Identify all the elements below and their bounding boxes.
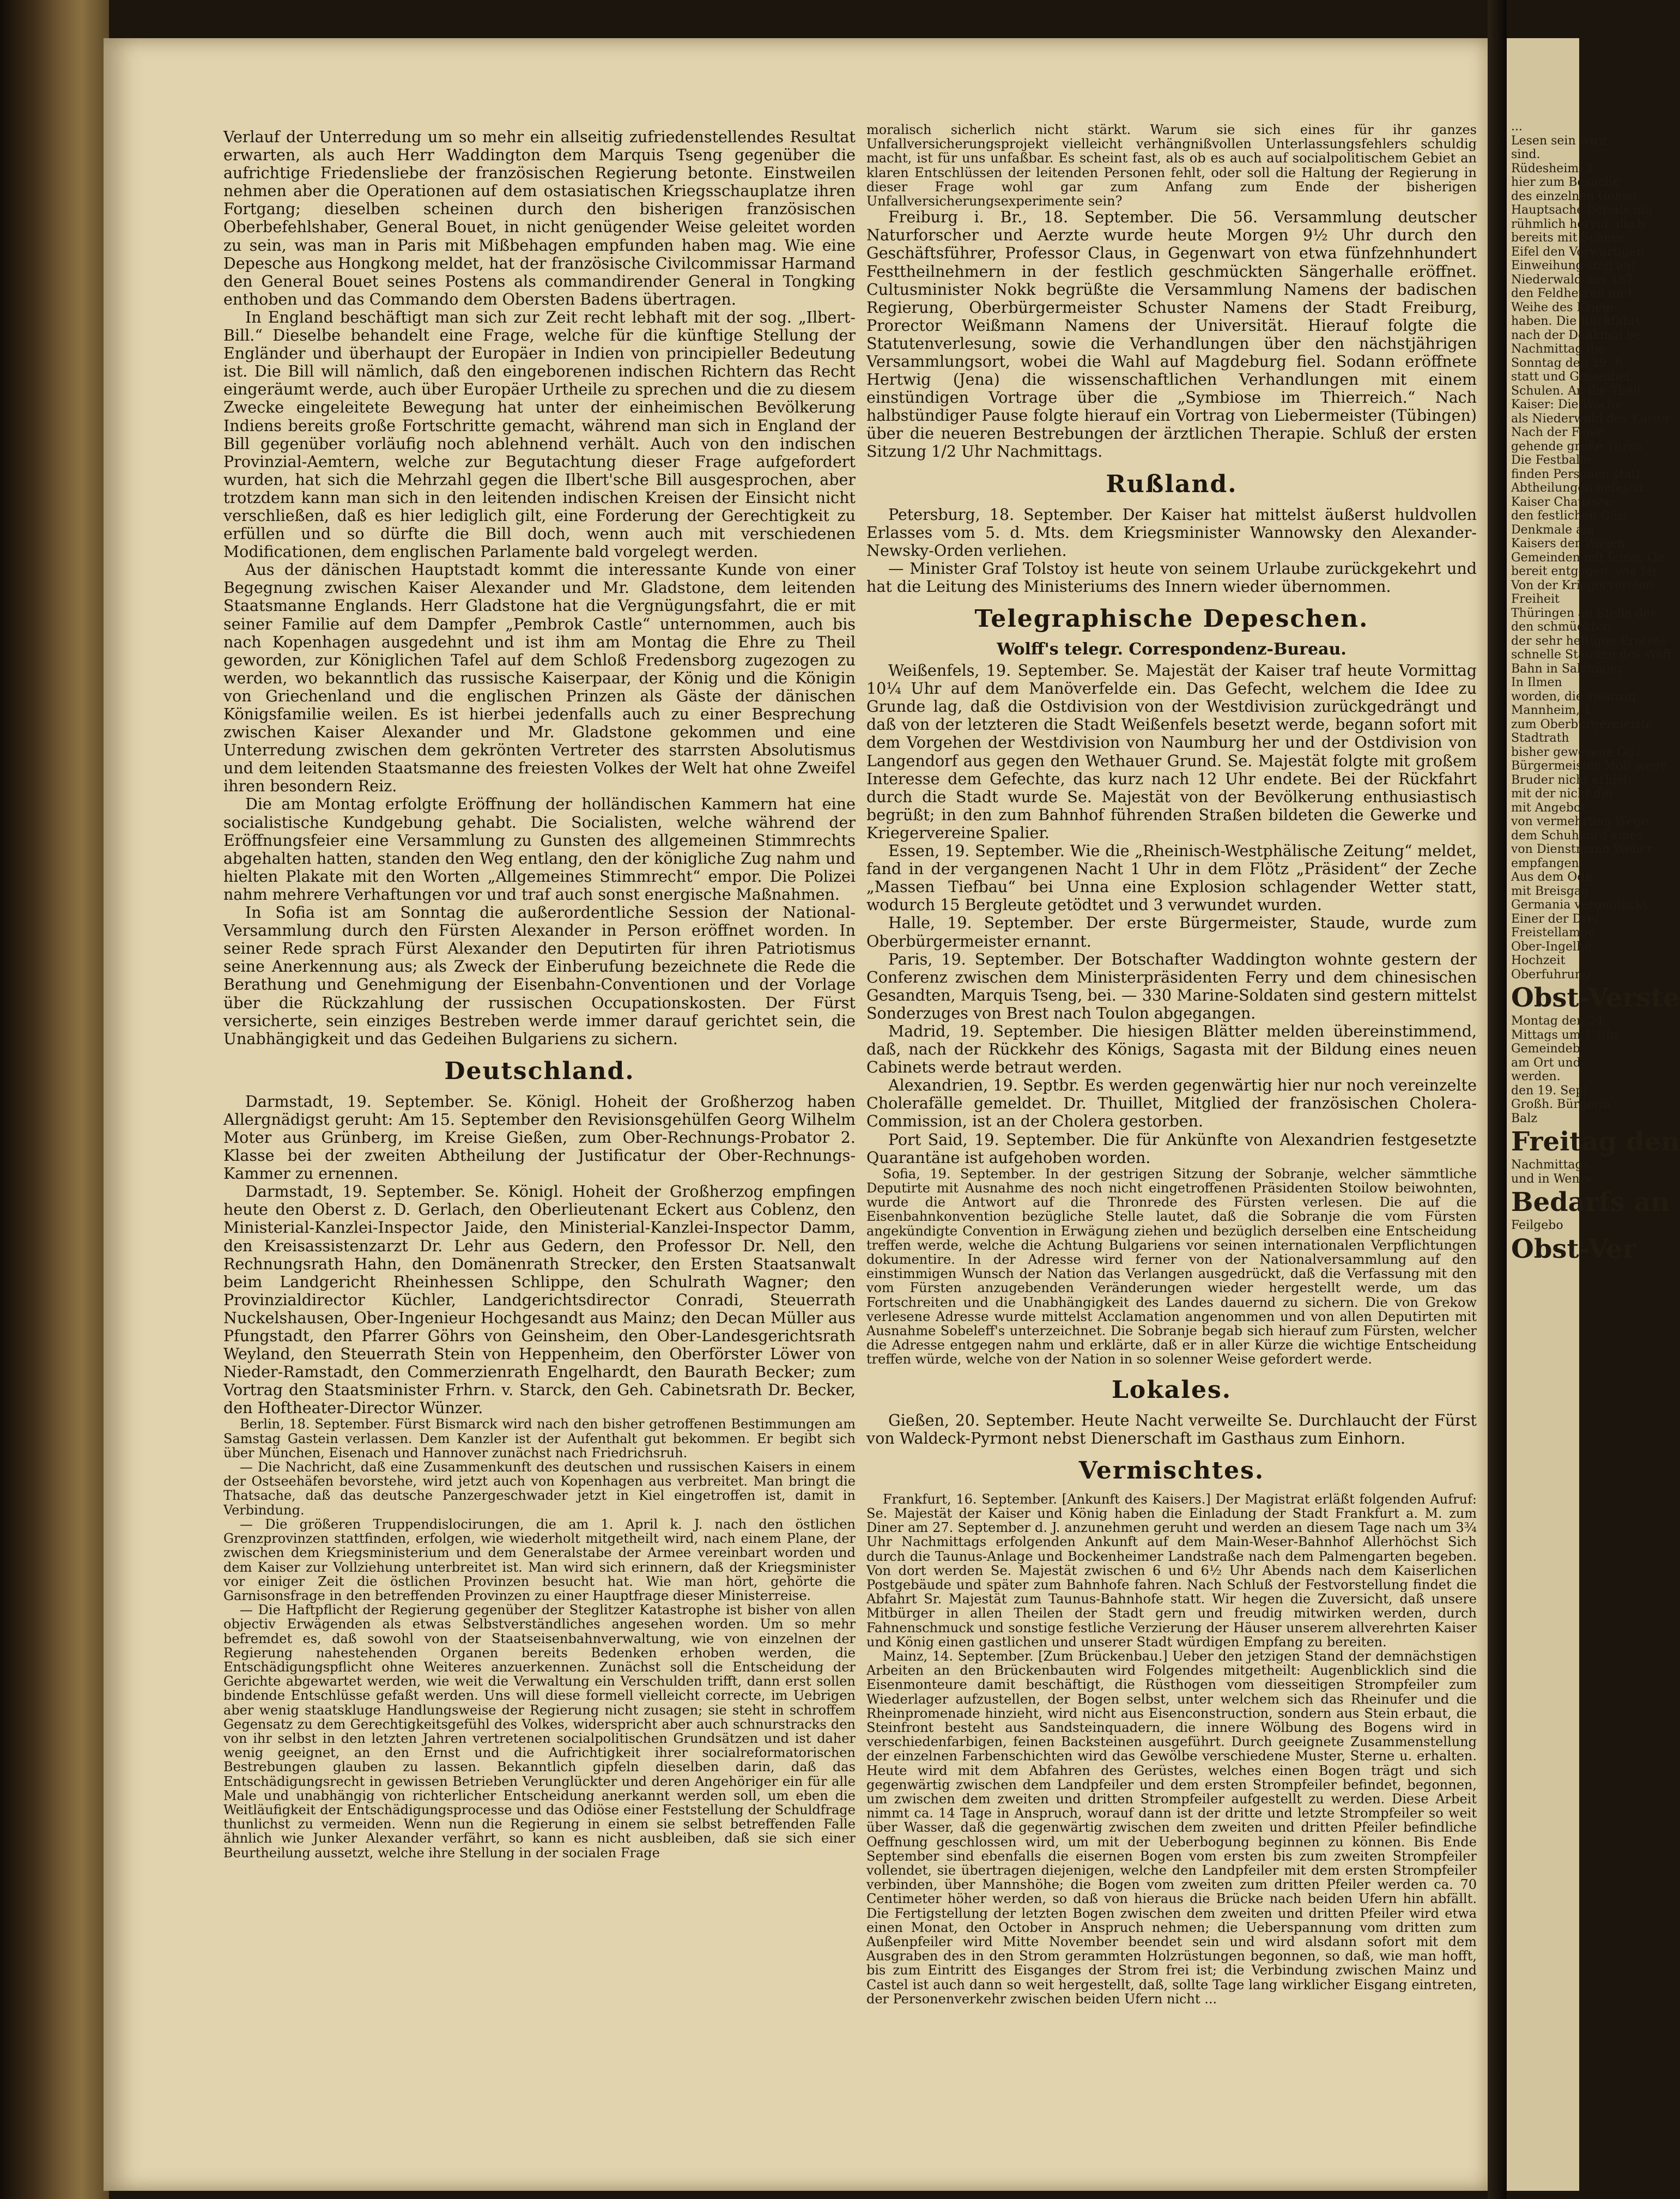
adjacent-page-line: Bruder nicht erhielt, xyxy=(1511,773,1636,787)
adjacent-page-line: In Ilmen xyxy=(1511,676,1562,689)
section-title-deutschland: Deutschland. xyxy=(444,1057,635,1085)
adjacent-page-line: der sehr heftigen Erntefe xyxy=(1511,634,1666,648)
telegram-item-small: Sofia, 19. September. In der gestrigen Sitzung der Sobranje, welcher sämmtliche Deputirte mit Ausnahme des noch nicht eingetroffenen Präsidenten Stoilow beiwohnten, wurde die Antwort auf die Thronrede des Fürsten verlesen. Die auf die Eisenbahnkonvention bezügliche Stelle lautet, daß die Sobranje die vom Fürsten angekündigte Convention in Erwägung ziehen und bezüglich derselben eine Entscheidung treffen werde, welche die Achtung Bulgariens vor seinen internationalen Verpflichtungen dokumentire. In der Adresse wird ferner von der Nationalversammlung auf den einstimmigen Wunsch der Nation das Verlangen ausgedrückt, daß die Verfassung mit den vom Fürsten anzugebenden Veränderungen wieder hergestellt werde, um das Fortschreiten und die Unabhängigkeit des Landes dauernd zu sichern. Die von Grekow verlesene Adresse wurde mittelst Acclamation angenommen und von allen Deputirten mit Ausnahme Sobeleff's unterzeichnet. Die Sobranje begab sich hierauf zum Fürsten, welcher die Adresse entgegen nahm und erklärte, daß er in aller Kürze die wichtige Entscheidung treffen würde, welche von der Nation in so solenner Weise gefordert werde. xyxy=(866,1166,1477,1367)
adjacent-page-line: sind. xyxy=(1511,148,1540,161)
adjacent-page-line: mit Angebot xyxy=(1511,801,1586,815)
adjacent-page-line: Eifel den Vorwärtigen xyxy=(1511,245,1644,259)
adjacent-page-line: und in Wenze xyxy=(1511,1172,1593,1186)
adjacent-page-line: Montag den 24 xyxy=(1511,1014,1604,1028)
adjacent-page-line: Niederwald aus 187 xyxy=(1511,272,1634,287)
news-item: Darmstadt, 19. September. Se. Königl. Hoheit der Großherzog empfingen heute den Oberst z. D. Gerlach, den Oberlieutenant Eckert aus Coblenz, den Ministerial-Kanzlei-Inspector Jaide, den Ministerial-Kanzlei-Inspector Damm, den Kreisassistenzarzt Dr. Lehr aus Gedern, den Professor Dr. Nell, den Rechnungsrath Hahn, den Domänenrath Strecker, den Ersten Staatsanwalt beim Landgericht Rheinhessen Schlippe, den Schulrath Wagner; den Provinzialdirector Küchler, Landgerichtsdirector Conradi, Steuerrath Nuckelshausen, Ober-Ingenieur Hochgesandt aus Mainz; den Decan Müller aus Pfungstadt, den Pfarrer Göhrs von Geinsheim, den Ober-Landesgerichtsrath Weyland, den Steuerrath Stein von Heppenheim, den Oberförster Löwer von Nieder-Ramstadt, den Commerzienrath Engelhardt, den Baurath Becker; zum Vortrag den Staatsminister Frhrn. v. Starck, den Geh. Cabinetsrath Dr. Becker, den Hoftheater-Director Wünzer. xyxy=(223,1183,856,1417)
adjacent-page-line: Mannheim, 1 xyxy=(1511,704,1592,717)
adjacent-page-line: den festlichen Gäst xyxy=(1511,509,1629,523)
adjacent-page-line: Weihe des Kriege xyxy=(1511,300,1617,314)
adjacent-page-line: haben. Die Rückfahrt xyxy=(1511,314,1641,328)
article-paragraph: Verlauf der Unterredung um so mehr ein allseitig zufriedenstellendes Resultat erwarten, als auch Herr Waddington dem Marquis Tseng gegenüber die aufrichtige Friedensliebe der französischen Regierung betonte. Einstweilen nehmen aber die Operationen auf dem ostasiatischen Kriegsschauplatze ihren Fortgang; dieselben scheinen durch den bisherigen französischen Oberbefehlshaber, General Bouet, in nicht genügender Weise geleitet worden zu sein, was man in Paris mit Mißbehagen empfunden haben mag. Wie eine Depesche aus Hongkong meldet, hat der französische Civilcommissar Harmand den General Bouet seines Postens als commandirender General in Tongking enthoben und das Commando dem Obersten Badens übertragen. xyxy=(223,128,856,308)
telegram-item: Port Said, 19. September. Die für Ankünfte von Alexandrien festgesetzte Quarantäne ist aufgehoben worden. xyxy=(866,1130,1477,1167)
adjacent-page-line: Gemeinden mit feiner Ga xyxy=(1511,550,1665,565)
news-item: Petersburg, 18. September. Der Kaiser hat mittelst äußerst huldvollen Erlasses vom 5. d. Mts. dem Kriegsminister Wannowsky den Alexander-Newsky-Orden verliehen. xyxy=(866,505,1477,560)
news-item-small: Berlin, 18. September. Fürst Bismarck wird nach den bisher getroffenen Bestimmungen am Samstag Gastein verlassen. Dem Kanzler ist der Aufenthalt gut bekommen. Er begibt sich über München, Eisenach und Hannover zunächst nach Friedrichsruh. xyxy=(223,1416,856,1461)
adjacent-page-line: Thüringen an Stelle der xyxy=(1511,606,1656,620)
news-item-small: — Die Nachricht, daß eine Zusammenkunft des deutschen und russischen Kaisers in einem der Ostseehäfen bevorstehe, wird jetzt auch von Kopenhagen aus verbreitet. Man bringt die Thatsache, daß das deutsche Panzergeschwader jetzt in Kiel eingetroffen ist, damit in Verbindung. xyxy=(223,1459,856,1518)
section-title-telegrams: Telegraphische Depeschen. xyxy=(974,605,1369,633)
adjacent-page-line: Bedarfs an xyxy=(1511,1187,1670,1217)
adjacent-page-line: Kaiser Chaussee xyxy=(1511,495,1612,509)
adjacent-page-line: schnelle Stauung des Waff xyxy=(1511,648,1672,662)
adjacent-page-line: Einweihung sind auf xyxy=(1511,259,1636,272)
article-paragraph: Aus der dänischen Hauptstadt kommt die interessante Kunde von einer Begegnung zwischen Kaiser Alexander und Mr. Gladstone, dem leitenden Staatsmanne Englands. Herr Gladstone hat die Vergnügungsfahrt, die er mit seiner Familie auf dem Dampfer „Pembrok Castle“ unternommen, auch bis nach Kopenhagen ausgedehnt und ist ihm am Montag die Ehre zu Theil geworden, zur Königlichen Tafel auf dem Schloß Fredensborg zugezogen zu werden, wo bekanntlich das russische Kaiserpaar, der König und die Königin von Griechenland und die englischen Prinzen als Gäste der dänischen Königsfamilie weilen. Es ist hierbei jedenfalls auch zu einer Besprechung zwischen Kaiser Alexander und Mr. Gladstone gekommen und eine Unterredung zwischen dem gekrönten Vertreter des starrsten Absolutismus und dem leitenden Staatsmanne des freiesten Volkes der Welt hat ohne Zweifel ihren besondern Reiz. xyxy=(223,561,856,796)
adjacent-page-line: Freiheit xyxy=(1511,592,1560,606)
adjacent-page-line: Ober-Ingelhe xyxy=(1511,940,1592,954)
adjacent-page-line: Germania verunglückt xyxy=(1511,898,1648,912)
local-item: Gießen, 20. September. Heute Nacht verweilte Se. Durchlaucht der Fürst von Waldeck-Pyrmont nebst Dienerschaft im Gasthaus zum Einhorn. xyxy=(866,1411,1477,1447)
adjacent-page-line: Schulen. An die Theil xyxy=(1511,384,1641,398)
adjacent-page-line: am Ort und xyxy=(1511,1056,1581,1070)
adjacent-page-line: Mittags um 1 Uhr xyxy=(1511,1028,1620,1042)
adjacent-page-line: Abtheilungen gefeiert xyxy=(1511,481,1645,495)
adjacent-page-line: Aus dem Ode xyxy=(1511,870,1592,884)
left-column xyxy=(223,128,856,2155)
adjacent-page-line: Gemeindeb xyxy=(1511,1042,1580,1056)
telegram-item: Essen, 19. September. Wie die „Rheinisch-Westphälische Zeitung“ meldet, fand in der vergangenen Nacht 1 Uhr in dem Flötz „Präsident“ der Zeche „Massen Tiefbau“ bei Unna eine Explosion schlagender Wetter statt, wodurch 15 Bergleute getödtet und 3 verwundet wurden. xyxy=(866,842,1477,914)
section-title-russland: Rußland. xyxy=(1106,470,1238,498)
adjacent-page-line: Denkmale am xyxy=(1511,523,1595,537)
telegram-item: Weißenfels, 19. September. Se. Majestät der Kaiser traf heute Vormittag 10¼ Uhr auf dem Manöverfelde ein. Das Gefecht, welchem die Idee zu Grunde lag, daß die Ostdivision von der Westdivision zurückgedrängt und daß von der letzteren die Stadt Weißenfels besetzt werde, begann sofort mit dem Vorgehen der Westdivision von Naumburg her und der Ostdivision von Langendorf aus gegen den Wethauer Grund. Se. Majestät folgte mit großem Interesse dem Gefechte, das kurz nach 12 Uhr endete. Bei der Rückfahrt durch die Stadt wurde Se. Majestät von der Bevölkerung enthusiastisch begrüßt; in den zum Bahnhof führenden Straßen bildeten die Gewerke und Kriegervereine Spalier. xyxy=(866,662,1477,842)
adjacent-page-line: Oberfuhrung xyxy=(1511,967,1591,982)
adjacent-page-line: Stadtrath xyxy=(1511,731,1569,745)
adjacent-page-line: Kaisers der Wagen xyxy=(1511,537,1626,550)
adjacent-page-line: von Dienstmann Weber xyxy=(1511,843,1653,856)
adjacent-page-line: hier zum Besuche xyxy=(1511,175,1620,189)
adjacent-page-line: zum Oberbürgermeiste xyxy=(1511,717,1653,731)
adjacent-page-line: finden Personen statt xyxy=(1511,467,1641,481)
article-paragraph: In England beschäftigt man sich zur Zeit recht lebhaft mit der sog. „Ilbert-Bill.“ Dieselbe behandelt eine Frage, welche für die künftige Stellung der Engländer und überhaupt der Europäer in Indien von principieller Bedeutung ist. Die Bill will nämlich, daß den eingeborenen indischen Richtern das Recht eingeräumt werde, auch über Europäer Urtheile zu sprechen und die zu diesem Zwecke eingeleitete Bewegung hat unter der einheimischen Bevölkerung Indiens bereits große Fortschritte gemacht, während man sich in England der Bill gegenüber vorläufig noch ablehnend verhält. Auch von den indischen Provinzial-Aemtern, welche zur Begutachtung dieser Frage aufgefordert wurden, hat sich die Mehrzahl gegen die Ilbert'sche Bill ausgesprochen, aber trotzdem kann man sich in den leitenden indischen Kreisen der Einsicht nicht verschließen, daß es hier lediglich gilt, eine Forderung der Gerechtigkeit zu erfüllen und so dürfte die Bill doch, wenn auch mit verschiedenen Modificationen, dem englischen Parlamente bald vorgelegt werden. xyxy=(223,308,856,561)
adjacent-page-line: Obst-Verste xyxy=(1511,983,1680,1013)
adjacent-page-line: Obst-Ver xyxy=(1511,1233,1636,1264)
book-gutter xyxy=(1488,0,1507,2199)
section-title-lokales: Lokales. xyxy=(1111,1376,1232,1404)
adjacent-page-line: nach der Denkmal be xyxy=(1511,328,1641,342)
adjacent-page-line: als Niederwald des Kaiser xyxy=(1511,411,1671,426)
adjacent-page-line: mit der nicht die xyxy=(1511,787,1613,801)
adjacent-page-line: Nachmittags xyxy=(1511,1158,1589,1172)
adjacent-page-line: rühmlich hervor, doch xyxy=(1511,217,1646,231)
adjacent-page-line: Nachmittag die xyxy=(1511,342,1605,356)
adjacent-page-line: den 19. Sept xyxy=(1511,1083,1588,1098)
adjacent-page-line: Die Festballe xyxy=(1511,453,1591,467)
book-spine xyxy=(0,0,109,2199)
adjacent-page-line: Lesen sein wird, xyxy=(1511,134,1611,148)
adjacent-page-line: von vermehrtem Wege xyxy=(1511,815,1649,828)
adjacent-page-line: den Feldherren und xyxy=(1511,287,1632,300)
adjacent-page-line: Nach der Feier xyxy=(1511,426,1603,439)
adjacent-page-line: Freistellampe xyxy=(1511,926,1596,940)
adjacent-page-line: mit Breisgau xyxy=(1511,884,1590,898)
telegram-item: Alexandrien, 19. Septbr. Es werden gegenwärtig hier nur noch vereinzelte Cholerafälle gemeldet. Dr. Thuillet, Mitglied der französischen Cholera-Commission, ist an der Cholera gestorben. xyxy=(866,1076,1477,1131)
article-paragraph: In Sofia ist am Sonntag die außerordentliche Session der National-Versammlung durch den Fürsten Alexander in Person eröffnet worden. In seiner Rede sprach Fürst Alexander den Deputirten für ihren Patriotismus seine Anerkennung aus; als Zweck der Einberufung bezeichnete die Rede die Berathung und Genehmigung der Eisenbahn-Conventionen und der Vorlage über die Rückzahlung der russischen Occupationskosten. Der Fürst versicherte, sein einziges Bestreben werde immer darauf gerichtet sein, die Unabhängigkeit und das Gedeihen Bulgariens zu sichern. xyxy=(223,904,856,1048)
continued-article: moralisch sicherlich nicht stärkt. Warum sie sich eines für ihr ganzes Unfallversicherungsprojekt vielleicht verhängnißvollen Unterlassungsfehlers schuldig macht, ist für uns unfaßbar. Es scheint fast, als ob es auch auf socialpolitischem Gebiet an klaren Entschlüssen der leitenden Personen fehlt, oder soll die Haltung der Regierung in dieser Frage wohl gar zum Anfang zum Ende der bisherigen Unfallversicherungsexperimente sein? xyxy=(866,122,1477,209)
telegram-item: Halle, 19. September. Der erste Bürgermeister, Staude, wurde zum Oberbürgermeister ernannt. xyxy=(866,914,1477,950)
adjacent-page-line: Kaiser: Die Wache xyxy=(1511,398,1622,411)
adjacent-page-line: Hochzeit xyxy=(1511,954,1566,967)
adjacent-page-line: Bürgermeister Moll wege xyxy=(1511,759,1667,773)
news-item: Darmstadt, 19. September. Se. Königl. Hoheit der Großherzog haben Allergnädigst geruht: Am 15. September den Revisionsgehülfen Georg Wilhelm Moter aus Grünberg, im Kreise Gießen, zum Ober-Rechnungs-Probator 2. Klasse bei der zweiten Abtheilung der Justificatur der Ober-Rechnungs-Kammer zu ernennen. xyxy=(223,1092,856,1183)
telegram-item: Madrid, 19. September. Die hiesigen Blätter melden übereinstimmend, daß, nach der Rückkehr des Königs, Sagasta mit der Bildung eines neuen Cabinets werde betraut werden. xyxy=(866,1022,1477,1077)
adjacent-page-line: den schmückten xyxy=(1511,620,1611,634)
article-paragraph: Die am Montag erfolgte Eröffnung der holländischen Kammern hat eine socialistische Kundgebung gehabt. Die Socialisten, welche während der Eröffnungsfeier eine Versammlung zu Gunsten des allgemeinen Stimmrechts abgehalten hatten, standen den Weg entlang, den der königliche Zug nahm und hielten Plakate mit den Worten „Allgemeines Stimmrecht“ empor. Die Polizei nahm mehrere Verhaftungen vor und traf auch sonst energische Maßnahmen. xyxy=(223,795,856,904)
adjacent-page-line: Von der Kriegervereine xyxy=(1511,578,1653,592)
adjacent-page-line: bisher gewesene Gg. xyxy=(1511,745,1639,759)
adjacent-page-line: werden. xyxy=(1511,1070,1561,1083)
adjacent-page-line: Hauptsache bereits am xyxy=(1511,203,1653,217)
middle-column xyxy=(866,123,1477,2150)
news-item: — Minister Graf Tolstoy ist heute von seinem Urlaube zurückgekehrt und hat die Leitung des Ministeriums des Innern wieder übernommen. xyxy=(866,559,1477,596)
adjacent-page-line: bereits mit Schnee xyxy=(1511,231,1626,245)
adjacent-page-fragment xyxy=(1507,38,1680,2191)
news-item-small: — Die Haftpflicht der Regierung gegenüber der Steglitzer Katastrophe ist bisher von allen objectiv Erwägenden als etwas Selbstverständliches angesehen worden. Um so mehr befremdet es, daß sowohl von der Staatseisenbahnverwaltung, wie von einzelnen der Regierung nahestehenden Organen bereits Bedenken erhoben werden, die Entschädigungspflicht ohne Weiteres anzuerkennen. Zunächst soll die Entscheidung der Gerichte abgewartet werden, wie weit die Verwaltung ein Verschulden trifft, dann erst sollen bindende Entschlüsse gefaßt werden. Uns will diese formell vielleicht correcte, im Uebrigen aber wenig staatskluge Handlungsweise der Regierung nicht zusagen; sie steht in schroffem Gegensatz zu dem Gerechtigkeitsgefühl des Volkes, widerspricht aber auch schnurstracks den von ihr selbst in den letzten Jahren vertretenen socialpolitischen Grundsätzen und ist daher wenig geeignet, an den Ernst und die Aufrichtigkeit ihrer socialreformatorischen Bestrebungen glauben zu lassen. Bekanntlich gipfeln dieselben darin, daß das Entschädigungsrecht in gewissen Betrieben Verunglückter und deren Angehöriger ein für alle Male und unabhängig von richterlicher Entscheidung anerkannt werden soll, um eben die Weitläufigkeit der Entschädigungsprocesse und das Odiöse einer Feststellung der Schuldfrage thunlichst zu vermeiden. Wenn nun die Regierung in einem sie selbst betreffenden Falle ähnlich wie Junker Alexander verfährt, so kann es nicht ausbleiben, daß sie sich einer Beurtheilung aussetzt, welche ihre Stellung in der socialen Frage xyxy=(223,1602,856,1861)
adjacent-page-line: Balz xyxy=(1511,1111,1537,1125)
telegram-item: Paris, 19. September. Der Botschafter Waddington wohnte gestern der Conferenz zwischen dem Ministerpräsidenten Ferry und dem chinesischen Gesandten, Marquis Tseng, bei. — 330 Marine-Soldaten sind gestern mittelst Sonderzuges von Brest nach Toulon abgegangen. xyxy=(866,950,1477,1022)
adjacent-page-line: Rüdesheim, 1 xyxy=(1511,161,1594,175)
adjacent-page-line: dem Schuhkord eines xyxy=(1511,828,1643,843)
adjacent-page-line: worden, die zwanzig xyxy=(1511,689,1636,704)
adjacent-page-line: des einzelnen Gemei xyxy=(1511,189,1637,203)
adjacent-page-line: ... xyxy=(1511,120,1523,134)
adjacent-page-line: statt und Geisenhei xyxy=(1511,370,1630,384)
adjacent-page-line: Feilgebo xyxy=(1511,1219,1563,1232)
adjacent-page-text xyxy=(1511,120,1680,1265)
adjacent-page-line: Freitag den xyxy=(1511,1126,1680,1157)
adjacent-page-line: gehende große Turns xyxy=(1511,439,1642,453)
adjacent-page-line: Einer der Drei xyxy=(1511,912,1599,926)
adjacent-page-line: empfangen xyxy=(1511,856,1579,870)
telegrams-subtitle: Wolff's telegr. Correspondenz-Bureau. xyxy=(997,640,1347,659)
adjacent-page-line: Großh. Bürgerm xyxy=(1511,1098,1611,1111)
adjacent-page-line: bereit entgegen, wie fei xyxy=(1511,565,1656,578)
misc-item: Frankfurt, 16. September. [Ankunft des Kaisers.] Der Magistrat erläßt folgenden Aufruf: Se. Majestät der Kaiser und König haben die Einladung der Stadt Frankfurt a. M. zum Diner am 27. September d. J. anzunehmen geruht und werden an diesem Tage nach um 3¾ Uhr Nachmittags erfolgenden Ankunft auf dem Main-Weser-Bahnhof Allerhöchst Sich durch die Taunus-Anlage und Bockenheimer Landstraße nach dem Palmengarten begeben. Von dort werden Se. Majestät zwischen 6 und 6½ Uhr Abends nach dem Kaiserlichen Postgebäude und später zum Bahnhofe fahren. Nach Schluß der Festvorstellung findet die Abfahrt Sr. Majestät zum Taunus-Bahnhofe statt. Wir hegen die Zuversicht, daß unsere Mitbürger in allen Theilen der Stadt gern und freudig mitwirken werden, durch Fahnenschmuck und sonstige festliche Verzierung der Häuser unserem allverehrten Kaiser und König einen gastlichen und unserer Stadt würdigen Empfang zu bereiten. xyxy=(866,1491,1477,1650)
adjacent-page-line: Sonntag den 29. b xyxy=(1511,356,1623,370)
adjacent-page-line: Bahn in Salzunger xyxy=(1511,662,1623,676)
misc-item: Mainz, 14. September. [Zum Brückenbau.] Ueber den jetzigen Stand der demnächstigen Arbeiten an den Brückenbauten wird Folgendes mitgetheilt: Augenblicklich sind die Eisenmonteure damit beschäftigt, die Rüsthogen vom diesseitigen Strompfeiler zum Wiederlager aufzustellen, der Bogen selbst, unter welchem sich das Rheinufer und die Rheinpromenade hinzieht, wird nicht aus Eisenconstruction, sondern aus Stein erbaut, die Steinfront besteht aus Sandsteinquadern, die innere Wölbung des Bogens wird in verschiedenfarbigen, feinen Backsteinen ausgeführt. Durch geeignete Zusammenstellung der einzelnen Farbenschichten wird das Gewölbe verschiedene Muster, Sterne u. erhalten. Heute wird mit dem Abfahren des Gerüstes, welches einen Bogen trägt und sich gegenwärtig zwischen dem Landpfeiler und dem ersten Strompfeiler befindet, begonnen, um zwischen dem zweiten und dritten Strompfeiler aufgestellt zu werden. Diese Arbeit nimmt ca. 14 Tage in Anspruch, worauf dann ist der dritte und letzte Strompfeiler so weit über Wasser, daß die gegenwärtig zwischen dem zweiten und dritten Pfeiler befindliche Oeffnung geschlossen wird, um mit der Ueberbogung beginnen zu können. Bis Ende September sind ebenfalls die eisernen Bogen vom ersten bis zum zweiten Strompfeiler vollendet, sie übertragen diejenigen, welche den Landpfeiler mit dem ersten Strompfeiler verbinden, über Mannshöhe; die Bogen vom zweiten zum dritten Pfeiler werden ca. 70 Centimeter höher werden, so daß von hieraus die Brücke nach beiden Ufern hin abfällt. Die Fertigstellung der letzten Bogen zwischen dem zweiten und dritten Pfeiler wird etwa einen Monat, den October in Anspruch nehmen; die Ueberspannung vom dritten zum Außenpfeiler wird Mitte November beendet sein und wird alsdann sofort mit dem Ausgraben des in den Strom gerammten Holzrüstungen begonnen, so daß, wie man hofft, bis zum Eintritt des Eisganges der Strom frei ist; die Verbindung zwischen Mainz und Castel ist auch dann so weit hergestellt, daß, sollte Tage lang wirklicher Eisgang eintreten, der Personenverkehr zwischen beiden Ufern nicht ... xyxy=(866,1648,1477,2007)
news-item: Freiburg i. Br., 18. September. Die 56. Versammlung deutscher Naturforscher und Aerzte wurde heute Morgen 9½ Uhr durch den Geschäftsführer, Professor Claus, in Gegenwart von etwa fünfzehnhundert Festtheilnehmern in der festlich geschmückten Sängerhalle eröffnet. Cultusminister Nokk begrüßte die Versammlung Namens der badischen Regierung, Oberbürgermeister Schuster Namens der Stadt Freiburg, Prorector Weißmann Namens der Universität. Hierauf folgte die Statutenverlesung, sowie die Verhandlungen über den nächstjährigen Versammlungsort, wobei die Wahl auf Magdeburg fiel. Sodann eröffnete Hertwig (Jena) die wissenschaftlichen Verhandlungen mit einem einstündigen Vortrage über die „Symbiose im Thierreich.“ Nach halbstündiger Pause folgte hierauf ein Vortrag von Liebermeister (Tübingen) über die neueren Bestrebungen der ärztlichen Therapie. Schluß der ersten Sitzung 1/2 Uhr Nachmittags. xyxy=(866,208,1477,461)
news-item-small: — Die größeren Truppendislocirungen, die am 1. April k. J. nach den östlichen Grenzprovinzen stattfinden, erfolgen, wie wiederholt mitgetheilt wird, nach einem Plane, der zwischen dem Kriegsministerium und dem Generalstabe der Armee vereinbart worden und dem Kaiser zur Vollziehung unterbreitet ist. Man wird sich erinnern, daß der Kriegsminister vor einiger Zeit die östlichen Provinzen besucht hat. Wie man hört, gehörte die Garnisonsfrage in den betreffenden Provinzen zu einer Hauptfrage dieser Ministerreise. xyxy=(223,1516,856,1603)
section-title-vermischtes: Vermischtes. xyxy=(1078,1456,1265,1485)
